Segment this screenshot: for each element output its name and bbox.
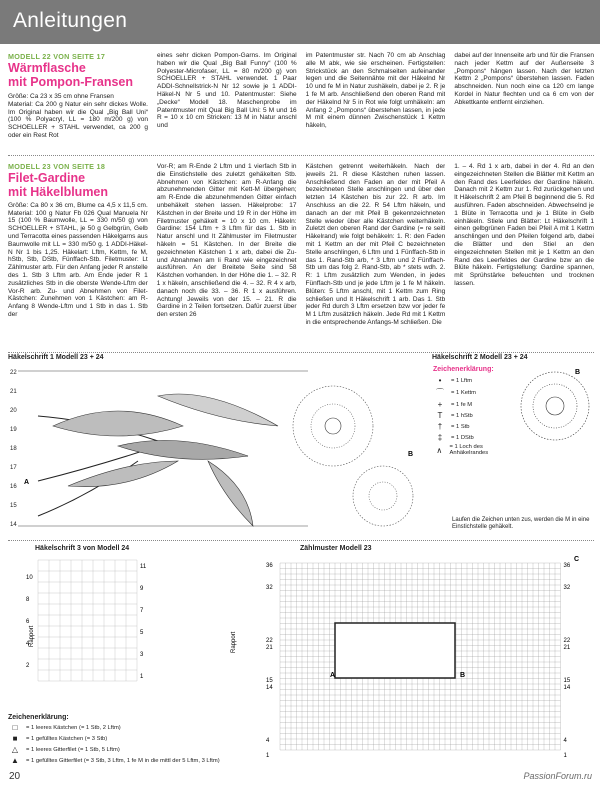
chart-1-diagram xyxy=(8,366,423,536)
chart-4-marker-c: C xyxy=(574,556,580,563)
legend-2-item xyxy=(8,723,298,732)
legend-1-text: = 1 fe M xyxy=(451,401,473,408)
legend-1-symbol-icon: ‡ xyxy=(437,433,443,442)
legend-2-item xyxy=(8,734,298,743)
chart-4-row-number: 15 xyxy=(563,678,571,684)
model-22-col-4: dabei auf der Innenseite arb und für die Fransen nach jeder Kettm auf der Außenseite 3 „Pompons“ hängen lassen. Nach der letzten Kettm 2 „Pompons“ überstehen lassen. Faden abschneiden. Nun noch eine ca 120 cm lange Kordel in Natur flechten und ca 6 cm von der Abkettkante entfernt einziehen. xyxy=(454,52,595,106)
page-number: 20 xyxy=(9,771,21,782)
chart-1-row-number: 22 xyxy=(10,370,17,376)
legend-1-item xyxy=(433,411,515,420)
legend-1 xyxy=(433,366,515,458)
chart-1-row-number: 15 xyxy=(10,503,17,509)
model-23-section xyxy=(8,163,594,349)
legend-2-text: = 1 gefülltes Kästchen (= 3 Stb) xyxy=(26,735,108,742)
section-divider xyxy=(8,155,594,156)
model-22-columns xyxy=(157,52,594,150)
leaf-shape-3 xyxy=(68,461,178,487)
model-22-col-1 xyxy=(8,93,148,153)
chart-4-row-number: 14 xyxy=(563,685,571,691)
chart-1-row-number: 17 xyxy=(10,465,17,471)
legend-2-item xyxy=(8,745,298,754)
legend-1-symbol-icon: † xyxy=(437,422,443,431)
chart-3-rapport: Rapport xyxy=(29,625,35,647)
chart-2-diagram xyxy=(515,366,595,446)
legend-1-item xyxy=(433,444,515,456)
legend-1-item xyxy=(433,422,515,431)
chart-4-row-number: 21 xyxy=(563,645,571,651)
model-22-title-2: mit Pompon-Fransen xyxy=(8,75,134,89)
legend-1-symbol-icon: + xyxy=(437,400,443,409)
flower-outline xyxy=(293,386,373,466)
leaf-shape xyxy=(53,411,183,436)
chart-2-title: Häkelschrift 2 Modell 23 + 24 xyxy=(432,354,528,361)
chart-3-row-number: 3 xyxy=(140,652,144,658)
marker-a: A xyxy=(24,479,30,486)
chart-4-row-number: 14 xyxy=(266,685,273,691)
chart-4-row-number: 22 xyxy=(563,638,571,644)
model-22-title-1: Wärmflasche xyxy=(8,61,86,75)
legend-1-item xyxy=(433,400,515,409)
chart-3-diagram xyxy=(8,555,158,705)
legend-2-text: = 1 gefülltes Gitterfilet (= 3 Stb, 3 Lftm, 1 fe M in die mittl der 5 Lftm, 3 Lftm) xyxy=(26,757,220,764)
model-22-size: Größe: Ca 23 x 35 cm ohne Fransen xyxy=(8,93,114,100)
model-23-title-2: mit Häkelblumen xyxy=(8,184,109,199)
chart-4-row-number: 22 xyxy=(266,638,273,644)
legend-2-item xyxy=(8,756,298,765)
legend-1-text: = 1 Lftm xyxy=(451,377,473,384)
section-divider-2 xyxy=(8,352,594,353)
legend-1-symbol-icon: • xyxy=(438,376,442,385)
chart-3-row-number: 6 xyxy=(26,619,30,625)
legend-1-item xyxy=(433,433,515,442)
chart-3-title: Häkelschrift 3 von Modell 24 xyxy=(35,545,130,552)
model-22-col-2: eines sehr dicken Pompon-Garns. Im Original haben wir die Qual „Big Ball Funny“ (100 % Polyester-Microfaser, LL = 80 m/200 g) von SCHOELLER + STAHL verwendet. 1 Paar ADDI-Schnellstrick-N Nr 12 sowie je 1 ADDI-Häkel-N Nr 5 und 10. Patentmuster: Siehe „Decke“ Modell 18. Maschenprobe im Patentmuster mit Qual Big Ball Uni: 5 M und 16 R = 10 x 10 cm Stricken: 13 M in Natur anschl und xyxy=(157,52,297,130)
chart-1-row-number: 16 xyxy=(10,484,17,490)
legend-1-text: = 1 Loch des Anhäkelrandes xyxy=(449,444,489,456)
chart-4-row-number: 4 xyxy=(563,738,567,744)
chart-4-empty-field xyxy=(335,623,455,678)
model-23-col-1 xyxy=(8,163,148,349)
legend-1-text: = 1 Stb xyxy=(451,423,470,430)
chart-1-title: Häkelschrift 1 Modell 23 + 24 xyxy=(8,354,104,361)
chart-3-row-number: 2 xyxy=(26,663,30,669)
legend-1-symbol-icon: ⌒ xyxy=(436,388,444,397)
model-22-section xyxy=(8,52,594,150)
chart-3-row-number: 1 xyxy=(140,674,144,680)
chart-4-marker-a: A xyxy=(330,672,336,679)
chart-4-row-number: 4 xyxy=(266,738,270,744)
chart-1-row-number: 19 xyxy=(10,427,17,433)
model-22-col-3: im Patentmuster str. Nach 70 cm ab Anschlag alle M abk, wie sie erscheinen. Fertigstellen: Strickstück an den Schmalseiten aufeinander legen und die Seitennähte mit der Häkelnd Nr 10 und fe M in Natur zushäkeln, dabei je 2. R je 1 fe M arb. Anschließend den oberen Rand mit der Häkelnd Nr 5 in Rot wie folgt umhäkeln: am Anfang 2 „Pompons“ überstehen lassen, in jede M mit einem dünnen Zwischenstück 1 Kettm häkeln, xyxy=(305,52,446,130)
chart-4-row-number: 21 xyxy=(266,645,273,651)
chart-1-row-number: 20 xyxy=(10,408,17,414)
flower-center xyxy=(325,418,341,434)
marker-b: B xyxy=(408,451,414,458)
model-22-label: MODELL 22 VON SEITE 17 xyxy=(8,52,106,61)
legend-1-item xyxy=(433,387,515,398)
leaf-shape-4 xyxy=(208,461,253,526)
chart-4-row-number: 32 xyxy=(266,585,273,591)
legend-1-note: Laufen die Zeichen unten zus, werden die M in eine Einstichstelle gehäkelt. xyxy=(452,517,590,530)
page-title: Anleitungen xyxy=(13,9,128,32)
chart-3-row-number: 8 xyxy=(26,597,30,603)
legend-1-text: = 1 hStb xyxy=(451,412,473,419)
flower-outline-2 xyxy=(353,466,413,526)
flower-inner xyxy=(311,404,355,448)
model-23-title-1: Filet-Gardine xyxy=(8,170,86,185)
chart-1-row-number: 21 xyxy=(10,389,17,395)
model-23-text-1: Größe: Ca 80 x 36 cm, Blume ca 4,5 x 11,5 cm. Material: 100 g Natur Fb 026 Qual Manuela Nr 15 (100 % Baumwolle, LL = 330 m/50 g) von SCHOELLER + STAHL, je 50 g Gelbgrün, Gelb und Terracotta eines passenden Häkelgarns aus Baumwolle mit LL = 330 m/50 g. 1 ADDI-Häkel-N Nr 1 bis 1,25. Häkelart: Lftm, Kettm, fe M, hStb, Stb, DStb, Fünffach-Stb. Filetmuster: Lt Zählmuster arb. Für den Anfang jeder R anstelle des 1. Stb 3 Lftm arb. Am Ende jeder R 1 zusätzliches Stb in die oberste Wende-Lftm der Vor-R arb. Zu- und Abnehmen von Filet-Kästchen: Zunehmen von 1 Kästchen: am R-Anfang 8 Wende-Lftm und 1 Stb in das 1. Stb der xyxy=(8,201,148,318)
chart-3-row-number: 5 xyxy=(140,630,144,636)
legend-1-item xyxy=(433,376,515,385)
chart-4-row-number: 1 xyxy=(266,753,270,759)
chart-1-row-number: 14 xyxy=(10,522,17,528)
watermark: PassionForum.ru xyxy=(523,771,592,781)
chart-4-marker-b: B xyxy=(460,672,466,679)
legend-2-symbol-icon: □ xyxy=(12,723,18,732)
section-divider-3 xyxy=(8,540,594,541)
model-23-col-3: Kästchen getrennt weiterhäkeln. Nach der jeweils 21. R diese Kästchen ruhen lassen. Anschließend den Faden an der mit Pfeil A bezeichneten Stelle anschlingen und über den letzten 14 Kästchen bis zur 22. R arb. Im Anschluss an die 22. R 54 Lftm häkeln, und danach an der mit Pfeil B gekennzeichneten Stelle wieder über alle Kästchen weiterhäkeln. Zuletzt den oberen Rand der Gardine (= re seitl Häkelrand) wie folgt behäkeln: 1. R: den Faden mit 1 Kettm an der mit Pfeil C bezeichneten Stelle anschlingen, 6 Lftm und 1 Fünffach-Stb in das 1. Rand-Stb arb, * 3 Lftm und 2 Fünffach-Stb um das folg 2. Rand-Stb, ab * stets wdh. 2. R: 1 Lftm zusätzlich zum Wenden, in jedes Fünffach-Stb und je jede Lftm je 1 fe M häkeln. Blüten: 5 Lftm anschl, mit 1 Kettm zum Ring schließen und lt Häkelschrift 1 arb. Das 1. Stb jeder Rd durch 3 Lftm ersetzen bzw vor jeder fe M 1 Lftm zusätzlich häkeln. Jede Rd mit 1 Kettm in die entsprechende Anfangs-M schließen. Die xyxy=(305,163,446,326)
chart-2-marker-b: B xyxy=(575,369,581,376)
legend-2-title: Zeichenerklärung: xyxy=(8,714,69,721)
legend-1-text: = 1 DStb xyxy=(451,434,474,441)
legend-2-text: = 1 leeres Gitterfilet (= 1 Stb, 5 Lftm) xyxy=(26,746,120,753)
legend-2-symbol-icon: ▲ xyxy=(11,756,19,765)
chart-4-row-number: 36 xyxy=(266,563,273,569)
legend-1-symbol-icon: ∧ xyxy=(436,445,443,455)
model-22-intro xyxy=(8,52,148,153)
chart-3-row-number: 4 xyxy=(26,641,30,647)
leaf-shape-5 xyxy=(158,394,278,426)
chart-4-row-number: 15 xyxy=(266,678,273,684)
chart-3-row-number: 10 xyxy=(26,575,33,581)
legend-2 xyxy=(8,714,298,767)
chart-4-rapport: Rapport xyxy=(231,631,237,653)
chart-4-row-number: 1 xyxy=(563,753,567,759)
legend-1-text: = 1 Kettm xyxy=(451,389,476,396)
chart-3-row-number: 11 xyxy=(140,564,147,570)
chart-1-row-number: 18 xyxy=(10,446,17,452)
model-22-material: Material: Ca 200 g Natur ein sehr dickes Wolle. Im Original haben wir die Qual „Big Ball Uni“ (100 % Polyacryl, LL = 180 m/200 g) von SCHOELLER + STAHL verwendet, ca 200 g oder ein Rest Rot xyxy=(8,100,148,139)
model-23-label: MODELL 23 VON SEITE 18 xyxy=(8,163,106,171)
legend-2-text: = 1 leeres Kästchen (= 1 Stb, 2 Lftm) xyxy=(26,724,121,731)
leaf-shape-2 xyxy=(118,440,248,459)
chart-3-row-number: 7 xyxy=(140,608,144,614)
chart-4-row-number: 32 xyxy=(563,585,571,591)
legend-1-title: Zeichenerklärung: xyxy=(433,366,494,373)
flower-inner-2 xyxy=(369,482,397,510)
legend-2-symbol-icon: △ xyxy=(11,745,19,754)
page-header xyxy=(0,0,600,44)
model-23-col-4: 1. – 4. Rd 1 x arb, dabei in der 4. Rd an den eingezeichneten Stellen die Blätter mit Kettm an den Rand des Leerfeldes der Gardine häkeln. Danach mit 2 Kettm zur 1. Rd zurückgehen und lt Häkelschrift 2 am Pfeil B beginnend die 5. Rd ausführen. Faden abschneiden. Abwechselnd je 1 Blüte in Terracotta und je 1 Blüte in Gelb einhäkeln. Stiele und Blätter: Lt Häkelschrift 1 einen gelbgrünen Faden bei Pfeil A mit 1 Kettm anschlingen und den Pfeilen folgend arb, dabei die Blätter und den Stiel an den eingezeichneten Stellen mit je 1 Kettm an den Rand des Leerfeldes der Gardine bzw an die Blüte häkeln. Fertigstellung: Gardine spannen, mit Sprühstärke befeuchten und trocknen lassen. xyxy=(454,163,594,287)
chart-3-row-number: 9 xyxy=(140,586,144,592)
chart-4-row-number: 36 xyxy=(563,563,571,569)
legend-2-symbol-icon: ■ xyxy=(12,734,18,743)
model-23-col-2: Vor-R; am R-Ende 2 Lftm und 1 vierfach Stb in die Einstichstelle des zuletzt gehäkelten Stb. Abnehmen von Kästchen: am R-Anfang die abzunehmenden Gitter mit Kett-M übergehen; am R-Ende die abzunehmenden Gitter einfach unbehäkelt stehen lassen. Häkelprobe: 17 Kästchen in der Breite und 19 R in der Höhe im Filetmuster gehäkelt = 10 x 10 cm. Häkeln: Gardine: 154 Lftm + 3 Lftm für das 1. Stb in Natur anschl und lt Zählmuster im Filetmuster häkeln = 51 Kästchen. In der Breite die gezeichneten Kästchen 1 x arb, dabei die Zu- und Abnahmen am li Rand wie eingezeichnet ausführen. An der Breitete Seite sind 58 Kästchen vorhanden. In der Höhe die 1. – 32. R 1 x häkeln, anschließend die 4. – 32. R 4 x arb, danach noch die 33. – 36. R 1 x ausführen. Achtung! Jeweils von der 15. – 21. R die Gardine in 2 Teilen fortsetzen. Dafür zuerst über den ersten 26 xyxy=(156,163,297,319)
legend-1-symbol-icon: T xyxy=(437,411,443,420)
chart-4-title: Zählmuster Modell 23 xyxy=(300,545,372,552)
